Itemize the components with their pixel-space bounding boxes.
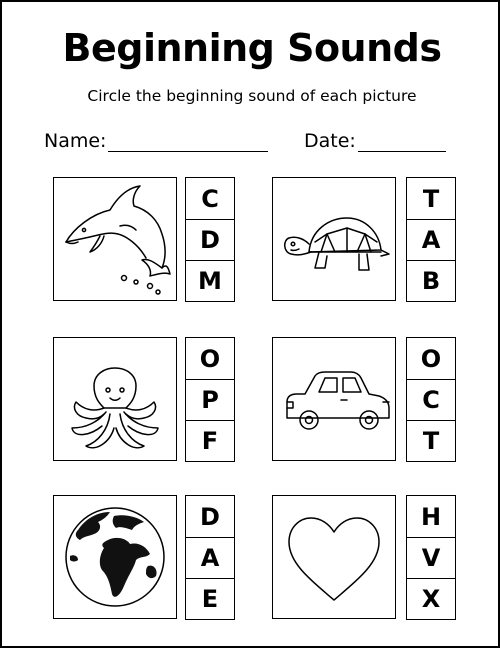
heart-icon bbox=[273, 496, 394, 617]
date-field[interactable] bbox=[304, 130, 446, 152]
dolphin-icon bbox=[54, 178, 175, 299]
octopus-icon bbox=[54, 338, 175, 459]
name-field[interactable] bbox=[44, 130, 268, 152]
letter-option[interactable]: X bbox=[407, 578, 455, 619]
letter-option[interactable]: H bbox=[420, 502, 442, 531]
letter-options-octopus bbox=[185, 337, 235, 462]
letter-options-turtle bbox=[406, 177, 456, 302]
page-title: Beginning Sounds bbox=[62, 26, 442, 70]
letter-option[interactable]: T bbox=[407, 420, 455, 461]
letter-option[interactable]: A bbox=[407, 219, 455, 260]
letter-options-dolphin bbox=[185, 177, 235, 302]
letter-option[interactable]: P bbox=[186, 379, 234, 420]
letter-option[interactable]: M bbox=[186, 260, 234, 301]
turtle-icon bbox=[273, 178, 394, 299]
name-label: Name: bbox=[44, 130, 107, 152]
letter-options-earth bbox=[185, 495, 235, 620]
picture-box-octopus bbox=[53, 337, 177, 461]
date-label: Date: bbox=[304, 130, 356, 152]
car-icon bbox=[273, 338, 394, 459]
letter-option[interactable]: F bbox=[186, 420, 234, 461]
date-blank-line[interactable] bbox=[358, 133, 446, 152]
letter-option[interactable]: A bbox=[186, 537, 234, 578]
instructions: Circle the beginning sound of each picture bbox=[87, 87, 417, 105]
letter-option[interactable]: D bbox=[186, 219, 234, 260]
picture-box-earth bbox=[53, 495, 177, 619]
letter-options-heart bbox=[406, 495, 456, 620]
name-blank-line[interactable] bbox=[108, 133, 268, 152]
picture-box-car bbox=[272, 337, 396, 461]
letter-option[interactable]: D bbox=[200, 502, 220, 531]
letter-option[interactable]: B bbox=[407, 260, 455, 301]
picture-box-heart bbox=[272, 495, 396, 619]
letter-option[interactable]: O bbox=[420, 344, 442, 373]
letter-option[interactable]: O bbox=[199, 344, 221, 373]
earth-icon bbox=[54, 496, 175, 617]
picture-box-turtle bbox=[272, 177, 396, 301]
letter-option[interactable]: T bbox=[422, 184, 440, 213]
letter-option[interactable]: C bbox=[407, 379, 455, 420]
letter-option[interactable]: V bbox=[407, 537, 455, 578]
letter-option[interactable]: E bbox=[186, 578, 234, 619]
letter-options-car bbox=[406, 337, 456, 462]
letter-option[interactable]: C bbox=[201, 184, 219, 213]
picture-box-dolphin bbox=[53, 177, 177, 301]
